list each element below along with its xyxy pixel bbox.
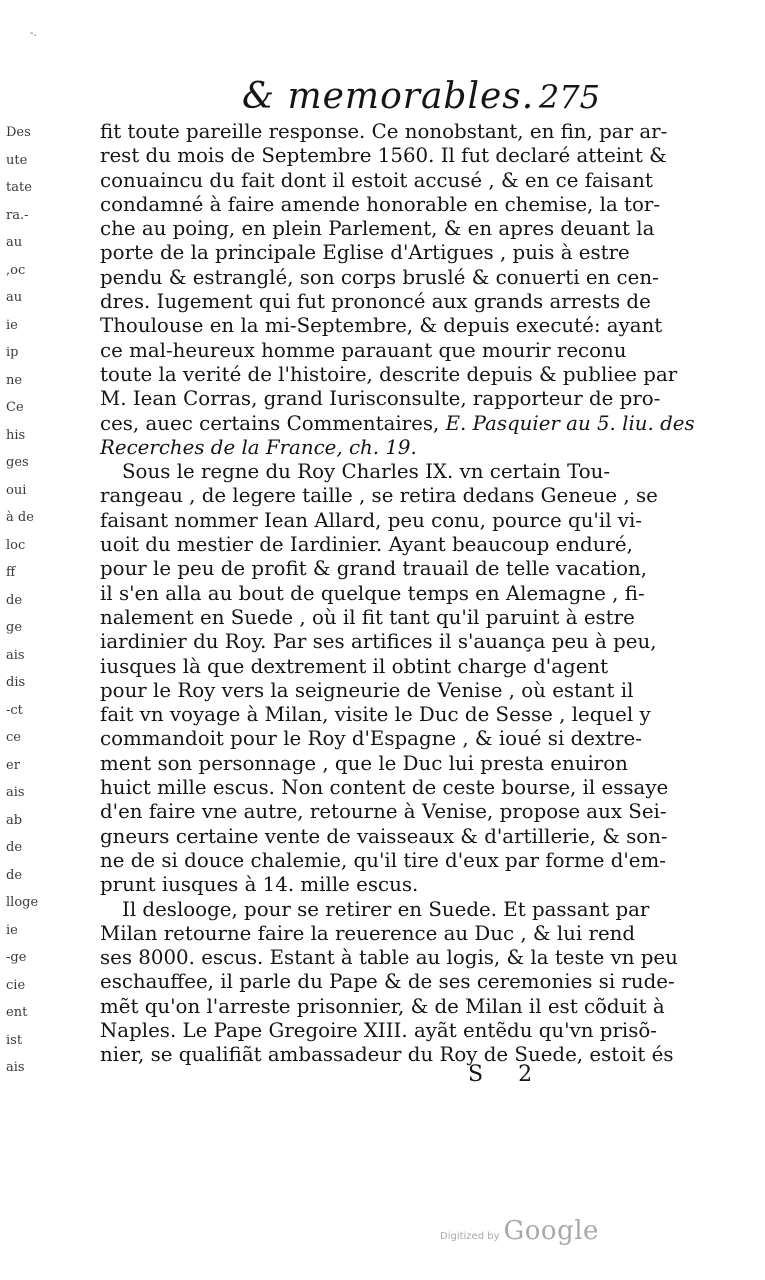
text-line: eschauffee, il parle du Pape & de ses ceremonies si rude- (100, 970, 675, 994)
margin-fragment: de (6, 592, 23, 608)
text-segment: ces, auec certains Commentaires, (100, 411, 440, 435)
text-line: rest du mois de Septembre 1560. Il fut declaré atteint & (100, 144, 667, 168)
text-line: il s'en alla au bout de quelque temps en Alemagne , fi- (100, 581, 645, 605)
margin-fragment: -ct (6, 702, 23, 718)
signature-mark: S 2 (468, 1062, 547, 1087)
margin-fragment: ais (6, 1060, 25, 1075)
margin-fragment: ,oc (6, 262, 26, 278)
margin-fragment: lloge (6, 895, 39, 910)
text-line: nier, se qualifiãt ambassadeur du Roy de Suede, estoit és (100, 1043, 674, 1067)
text-line: uoit du mestier de Iardinier. Ayant beaucoup enduré, (100, 533, 633, 557)
margin-fragment: Ce (6, 400, 24, 415)
text-line: ment son personnage , que le Duc lui presta enuiron (100, 751, 628, 775)
margin-fragment: de (6, 840, 23, 855)
text-line: M. Iean Corras, grand Iurisconsulte, rapporteur de pro- (100, 387, 661, 411)
margin-fragment: ais (6, 647, 25, 663)
text-line: commandoit pour le Roy d'Espagne , & ioué si dextre- (100, 727, 642, 751)
margin-fragment: ges (6, 455, 29, 470)
text-line: Milan retourne faire la reuerence au Duc , & lui rend (100, 921, 636, 945)
margin-fragment: à de (6, 510, 34, 525)
text-line: Recerches de la France, ch. 19. (100, 435, 417, 459)
text-line: porte de la principale Eglise d'Artigues , puis à estre (100, 241, 630, 265)
text-line: mẽt qu'on l'arreste prisonnier, & de Milan il est cõduit à (100, 994, 665, 1018)
paragraph-start-line: Il deslooge, pour se retirer en Suede. Et passant par (122, 897, 650, 921)
margin-fragment: his (6, 427, 26, 443)
page-header (100, 76, 600, 126)
margin-fragment: Des (6, 125, 31, 140)
margin-fragment: dis (6, 675, 26, 690)
page-number: 275 (538, 78, 600, 116)
text-line: gneurs certaine vente de vaisseaux & d'artillerie, & son- (100, 824, 668, 848)
marginal-note: E. Pasquier au 5. liu. des (445, 411, 695, 435)
text-line: ce mal-heureux homme parauant que mourir reconu (100, 338, 627, 362)
margin-fragment: au (6, 290, 23, 305)
paragraph-start-line: Sous le regne du Roy Charles IX. vn certain Tou- (122, 460, 611, 484)
text-line: toute la verité de l'histoire, descrite depuis & publiee par (100, 362, 678, 386)
margin-fragment: ute (6, 152, 28, 168)
margin-fragment: loc (6, 537, 26, 553)
text-line: conuaincu du fait dont il estoit accusé , & en ce faisant (100, 168, 653, 192)
text-line: pour le peu de profit & grand trauail de telle vacation, (100, 557, 648, 581)
text-line: huict mille escus. Non content de ceste bourse, il essaye (100, 776, 669, 800)
margin-fragment: -ge (6, 950, 27, 965)
watermark-prefix: Digitized by (440, 1231, 500, 1242)
body-text (100, 120, 695, 1068)
margin-fragment: ce (6, 730, 21, 745)
text-line: fait vn voyage à Milan, visite le Duc de Sesse , lequel y (100, 703, 651, 727)
text-line-with-note (100, 411, 695, 436)
margin-fragment: au (6, 235, 23, 250)
margin-fragment: ist (6, 1032, 23, 1048)
margin-fragment: ra.- (6, 207, 29, 223)
text-line: faisant nommer Iean Allard, peu conu, pource qu'il vi- (100, 508, 642, 532)
text-line: condamné à faire amende honorable en chemise, la tor- (100, 192, 661, 216)
text-line: dres. Iugement qui fut prononcé aux grands arrests de (100, 290, 651, 314)
margin-fragment: ais (6, 785, 25, 800)
margin-fragment: ne (6, 372, 23, 388)
margin-fragment: oui (6, 482, 27, 498)
corner-mark: -. (30, 28, 37, 39)
margin-fragment: tate (6, 180, 32, 195)
running-head: & memorables. (242, 76, 535, 117)
margin-fragment: ent (6, 1005, 28, 1020)
text-line: iusques là que dextrement il obtint charge d'agent (100, 654, 609, 678)
text-line: iardinier du Roy. Par ses artifices il s'auança peu à peu, (100, 630, 657, 654)
margin-fragment: ie (6, 922, 18, 938)
margin-fragment: er (6, 757, 20, 773)
text-line: rangeau , de legere taille , se retira dedans Geneue , se (100, 484, 658, 508)
margin-fragment: ff (6, 565, 16, 580)
text-line: d'en faire vne autre, retourne à Venise, propose aux Sei- (100, 800, 667, 824)
text-line: ses 8000. escus. Estant à table au logis, & la teste vn peu (100, 946, 678, 970)
text-line: fit toute pareille response. Ce nonobstant, en fin, par ar- (100, 120, 668, 143)
text-line: nalement en Suede , où il fit tant qu'il paruint à estre (100, 605, 635, 629)
text-line: pendu & estranglé, son corps bruslé & conuerti en cen- (100, 265, 659, 289)
margin-fragment: ie (6, 317, 18, 333)
margin-fragment: ip (6, 345, 19, 360)
margin-fragment: cie (6, 977, 26, 993)
text-line: Naples. Le Pape Gregoire XIII. ayãt entẽdu qu'vn prisõ- (100, 1018, 657, 1042)
margin-fragment: ab (6, 812, 23, 828)
text-line: che au poing, en plein Parlement, & en apres deuant la (100, 217, 655, 241)
margin-fragment: de (6, 867, 23, 883)
left-margin-fragments (0, 125, 42, 1105)
text-line: Thoulouse en la mi-Septembre, & depuis executé: ayant (100, 314, 663, 338)
margin-fragment: ge (6, 620, 23, 635)
digitization-watermark (440, 1216, 599, 1246)
text-line: ne de si douce chalemie, qu'il tire d'eux par forme d'em- (100, 848, 666, 872)
text-line: pour le Roy vers la seigneurie de Venise , où estant il (100, 678, 634, 702)
google-logo: Google (503, 1216, 599, 1246)
text-line: prunt iusques à 14. mille escus. (100, 873, 419, 897)
